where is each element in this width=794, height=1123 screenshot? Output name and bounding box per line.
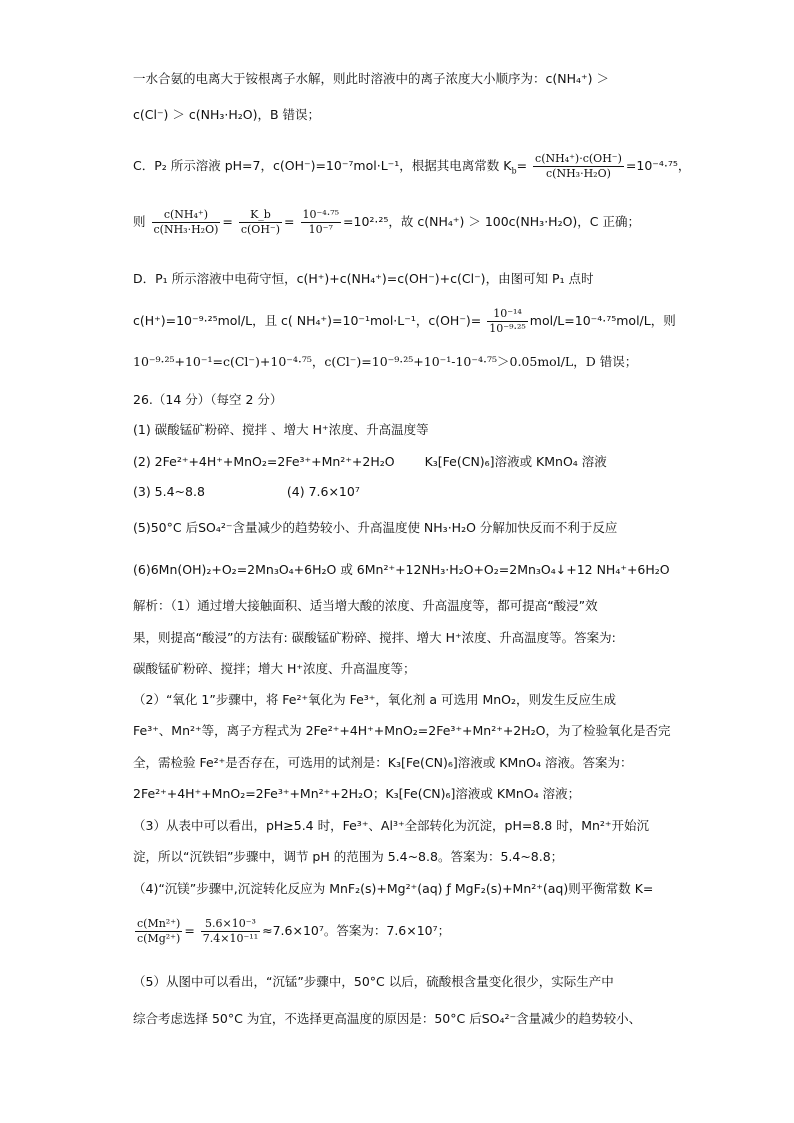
analysis-line-4: （2）“氧化 1”步骤中，将 Fe²⁺氧化为 Fe³⁺，氧化剂 a 可选用 MnO₂，则发生反应生成 (133, 692, 617, 707)
ratio-fraction (152, 208, 221, 237)
text-line-3 (133, 152, 690, 181)
ratio-fraction-numerator: c(NH₄⁺) (163, 208, 209, 221)
k-fraction-denominator: c(Mg²⁺) (135, 931, 182, 946)
kb-subscript: b (511, 166, 517, 176)
answer-5: (5)50°C 后SO₄²⁻含量减少的趋势较小、升高温度使 NH₃·H₂O 分解加快反而不利于反应 (133, 520, 618, 535)
text-line-6-b: mol/L=10⁻⁴·⁷⁵mol/L，则 (529, 313, 676, 328)
analysis-line-3: 碳酸锰矿粉碎、搅拌；增大 H⁺浓度、升高温度等； (133, 661, 416, 676)
answers-3-4 (133, 483, 360, 501)
analysis-line-6: 全，需检验 Fe²⁺是否存在，可选用的试剂是：K₃[Fe(CN)₆]溶液或 KMnO₄ 溶液。答案为： (133, 755, 633, 770)
text-line-6 (133, 307, 676, 336)
text-line-6-a: c(H⁺)=10⁻⁹·²⁵mol/L，且 c( NH₄⁺)=10⁻¹mol·L⁻¹，c(OH⁻)= (133, 313, 482, 328)
text-line-3-d: =10⁻⁴·⁷⁵， (625, 158, 691, 173)
answer-4: (4) 7.6×10⁷ (286, 484, 360, 499)
kb-over-oh-numerator: K_b (250, 208, 271, 221)
equals-sign: = (284, 214, 295, 229)
ksp-ratio-denominator: 7.4×10⁻¹¹ (202, 932, 259, 945)
oh-fraction-numerator: 10⁻¹⁴ (493, 307, 522, 320)
k-fraction (135, 917, 182, 946)
text-line-7: 10⁻⁹·²⁵+10⁻¹=c(Cl⁻)+10⁻⁴·⁷⁵，c(Cl⁻)=10⁻⁹·²⁵+10⁻¹-10⁻⁴·⁷⁵＞0.05mol/L，D 错误； (133, 354, 638, 369)
k-fraction-numerator: c(Mn²⁺) (137, 917, 181, 930)
answer-2-reagent: K₃[Fe(CN)₆]溶液或 KMnO₄ 溶液 (424, 454, 607, 469)
analysis-line-5: Fe³⁺、Mn²⁺等，离子方程式为 2Fe²⁺+4H⁺+MnO₂=2Fe³⁺+Mn²⁺+2H₂O，为了检验氧化是否完 (133, 723, 671, 738)
power-fraction (301, 208, 342, 237)
analysis-line-2: 果，则提高“酸浸”的方法有: 碳酸锰矿粉碎、搅拌、增大 H⁺浓度、升高温度等。答案为: (133, 630, 616, 645)
answer-2-equation: (2) 2Fe²⁺+4H⁺+MnO₂=2Fe³⁺+Mn²⁺+2H₂O (133, 454, 395, 469)
analysis-line-11 (133, 917, 450, 946)
kb-fraction (533, 152, 624, 181)
question-26-header: 26.（14 分）（每空 2 分） (133, 392, 283, 407)
text-line-4 (133, 208, 640, 237)
analysis-line-1: 解析：（1）通过增大接触面积、适当增大酸的浓度、升高温度等，都可提高“酸浸”效 (133, 598, 598, 613)
text-line-4-a: 则 (133, 214, 146, 229)
answer-1: (1) 碳酸锰矿粉碎、搅拌 、增大 H⁺浓度、升高温度等 (133, 422, 429, 437)
answer-2 (133, 453, 607, 471)
ksp-ratio-fraction (201, 917, 260, 946)
analysis-line-7: 2Fe²⁺+4H⁺+MnO₂=2Fe³⁺+Mn²⁺+2H₂O；K₃[Fe(CN)₆]溶液或 KMnO₄ 溶液； (133, 786, 581, 801)
text-line-5: D．P₁ 所示溶液中电荷守恒，c(H⁺)+c(NH₄⁺)=c(OH⁻)+c(Cl⁻)，由图可知 P₁ 点时 (133, 271, 594, 286)
kb-over-oh-denominator: c(OH⁻) (240, 223, 281, 236)
text-line-3-a: C．P₂ 所示溶液 pH=7，c(OH⁻)=10⁻⁷mol·L⁻¹，根据其电离常数 K (133, 158, 512, 173)
analysis-line-13: 综合考虑选择 50°C 为宜，不选择更高温度的原因是：50°C 后SO₄²⁻含量减少的趋势较小、 (133, 1011, 642, 1026)
power-fraction-numerator: 10⁻⁴·⁷⁵ (302, 208, 340, 221)
analysis-line-8: （3）从表中可以看出，pH≥5.4 时，Fe³⁺、Al³⁺全部转化为沉淀，pH=8.8 时，Mn²⁺开始沉 (133, 818, 650, 833)
answer-6: (6)6Mn(OH)₂+O₂=2Mn₃O₄+6H₂O 或 6Mn²⁺+12NH₃·H₂O+O₂=2Mn₃O₄↓+12 NH₄⁺+6H₂O (133, 562, 670, 577)
kb-fraction-denominator: c(NH₃·H₂O) (533, 166, 624, 181)
ksp-ratio-numerator: 5.6×10⁻³ (204, 917, 256, 930)
kb-fraction-numerator: c(NH₄⁺)·c(OH⁻) (535, 152, 622, 165)
kb-over-oh-fraction (239, 208, 282, 237)
analysis-line-11-b: ≈7.6×10⁷。答案为：7.6×10⁷； (262, 923, 451, 938)
text-line-2: c(Cl⁻) ＞ c(NH₃·H₂O)，B 错误； (133, 107, 321, 122)
oh-fraction (487, 307, 528, 336)
text-line-1: 一水合氨的电离大于铵根离子水解，则此时溶液中的离子浓度大小顺序为：c(NH₄⁺) ＞ (133, 71, 609, 86)
text-line-4-b: =10²·²⁵，故 c(NH₄⁺) ＞ 100c(NH₃·H₂O)，C 正确； (343, 214, 640, 229)
ratio-fraction-denominator: c(NH₃·H₂O) (153, 223, 219, 236)
equals-sign: = (222, 214, 233, 229)
analysis-line-12: （5）从图中可以看出，“沉锰”步骤中，50°C 以后，硫酸根含量变化很少，实际生产中 (133, 974, 614, 989)
oh-fraction-denominator: 10⁻⁹·²⁵ (489, 322, 526, 335)
analysis-line-10: （4)“沉镁”步骤中,沉淀转化反应为 MnF₂(s)+Mg²⁺(aq) ƒ MgF₂(s)+Mn²⁺(aq)则平衡常数 K= (133, 881, 654, 896)
equals-sign: = (184, 923, 195, 938)
equals-sign: = (516, 158, 528, 173)
analysis-line-9: 淀，所以“沉铁铝”步骤中，调节 pH 的范围为 5.4~8.8。答案为：5.4~8.8； (133, 849, 564, 864)
answer-3: (3) 5.4~8.8 (133, 484, 205, 499)
power-fraction-denominator: 10⁻⁷ (301, 222, 342, 237)
